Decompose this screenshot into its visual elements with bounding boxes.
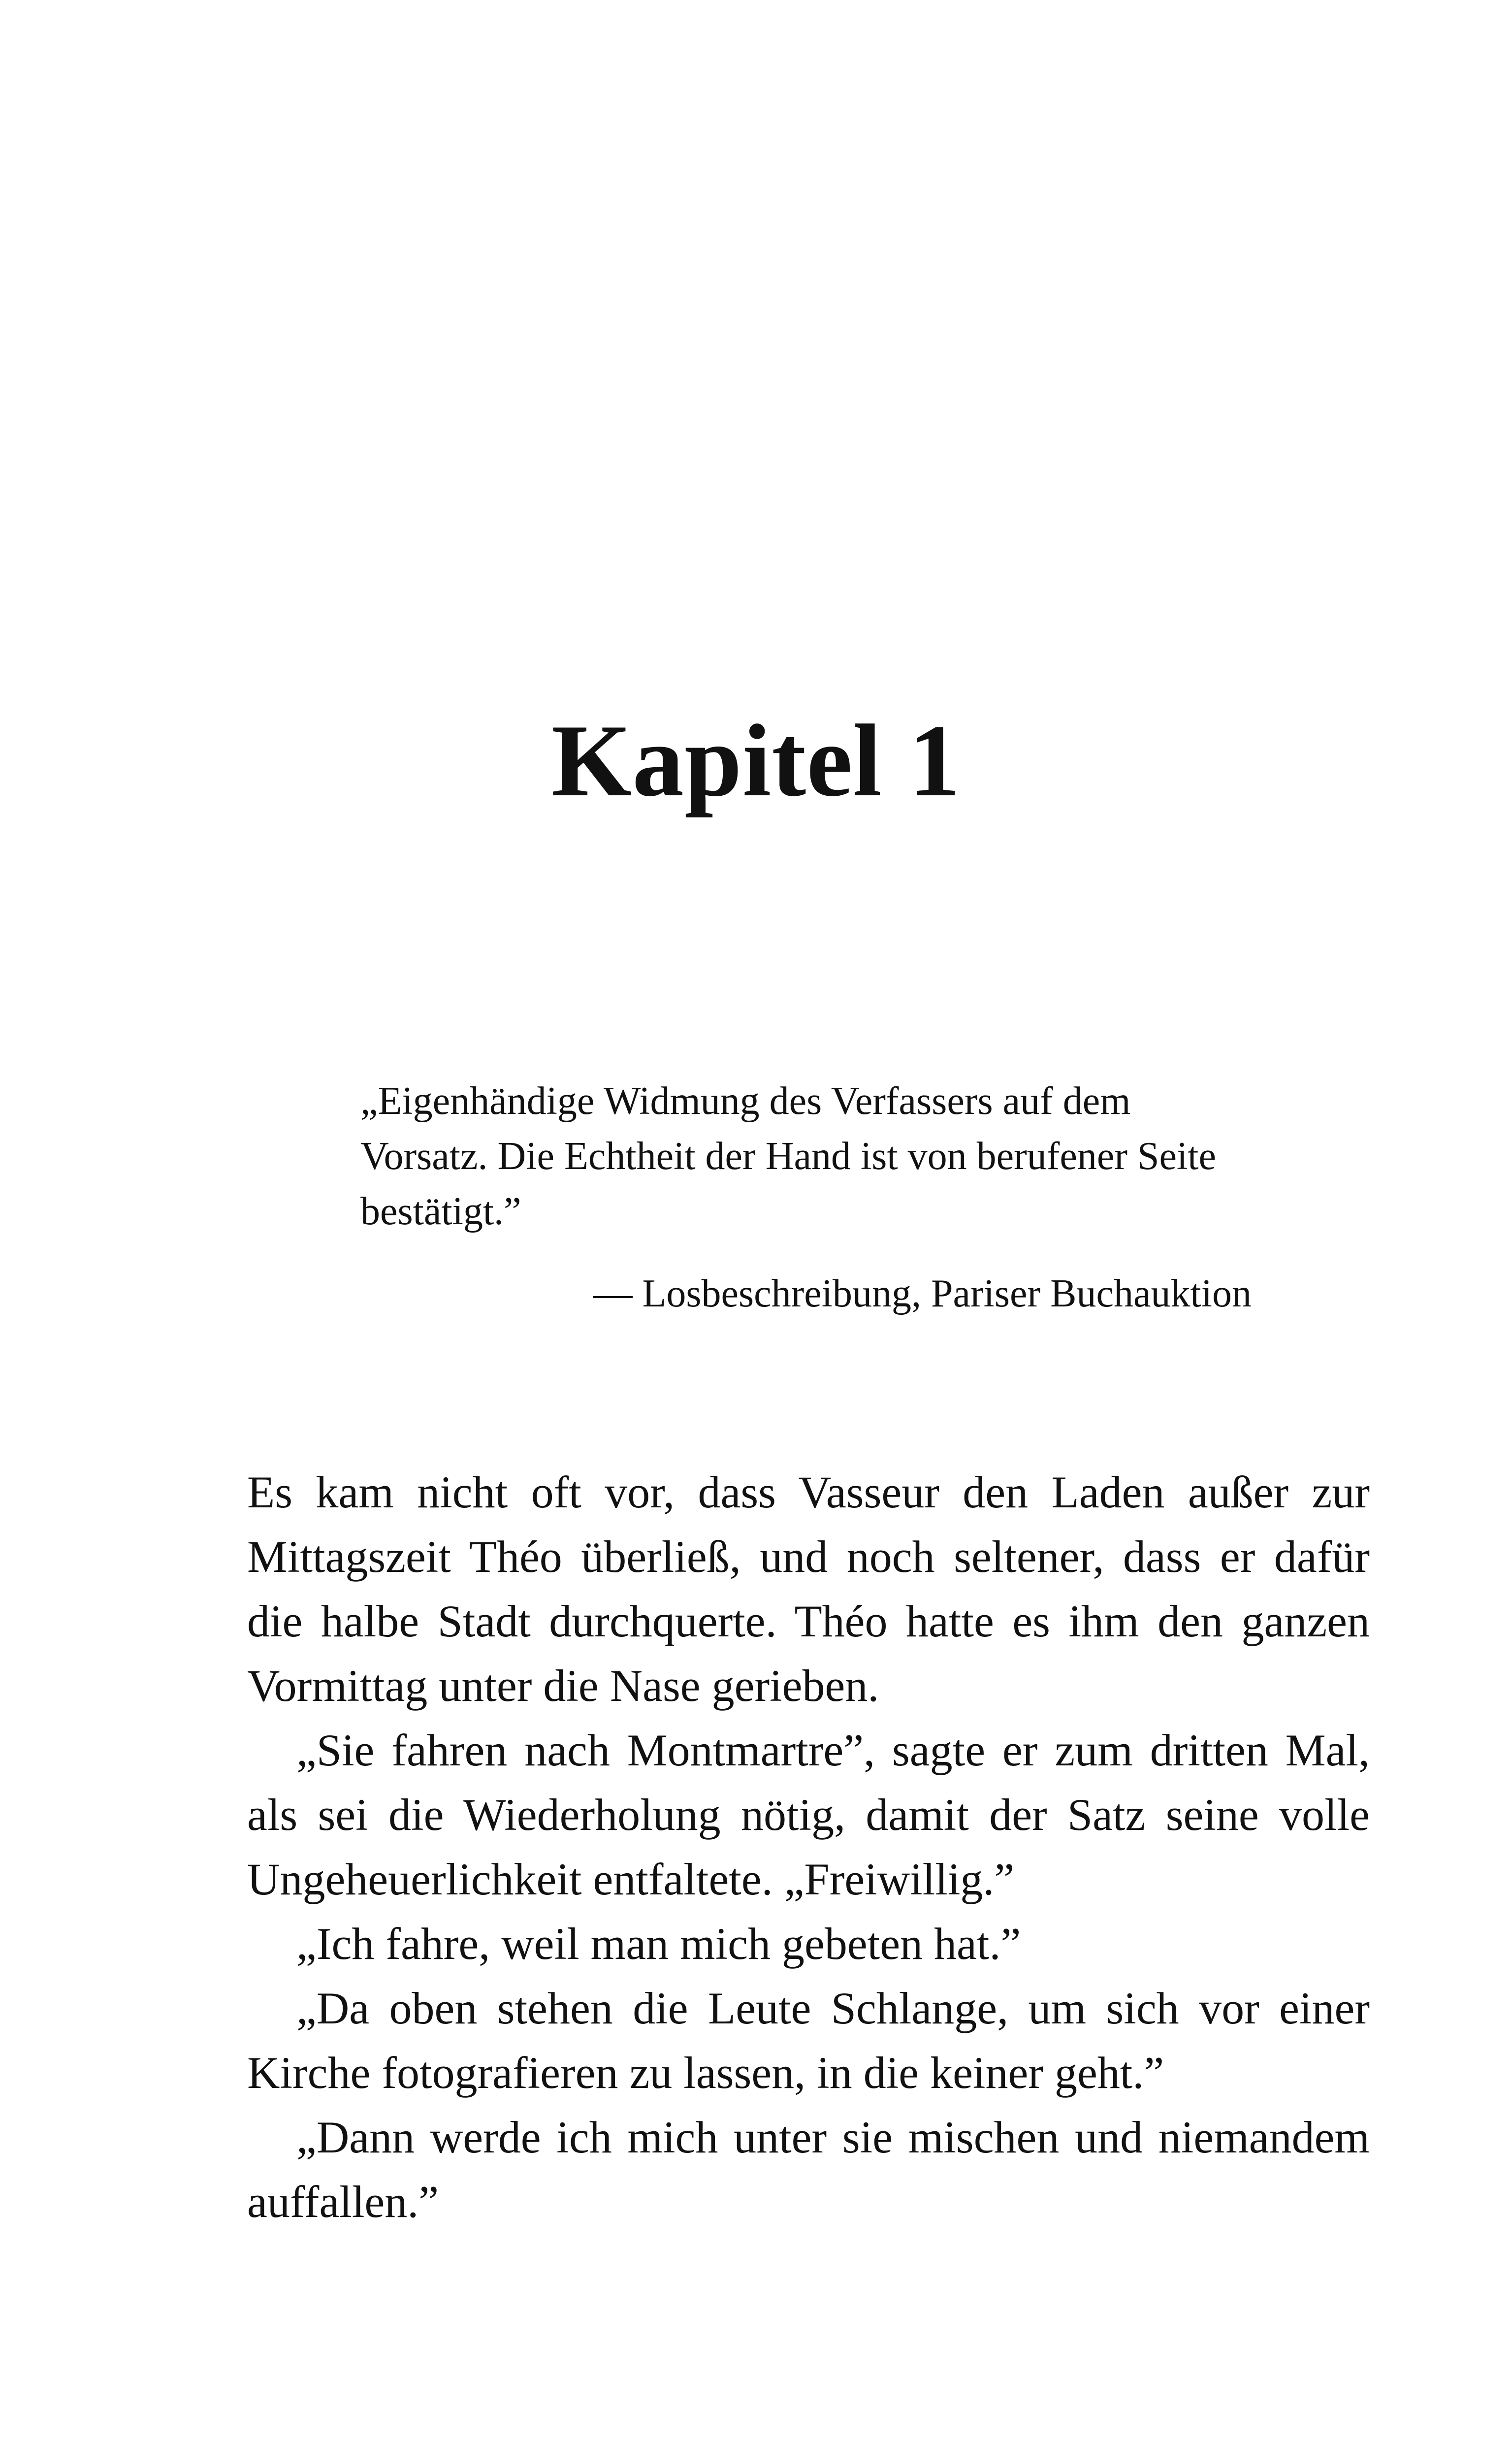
epigraph-source: — Losbeschreibung, Pariser Buchauktion [593,1272,1252,1315]
paragraph-4: „Da oben stehen die Leute Schlange, um sich vor einer Kirche fotografieren zu lassen, in die keiner geht.” [247,1983,1370,2098]
paragraph-2: „Sie fahren nach Montmartre”, sagte er zum dritten Mal, als sei die Wiederholung nötig, damit der Satz seine volle Ungeheuerlichkeit entfaltete. „Freiwillig.” [247,1725,1370,1904]
chapter-body [247,1460,1370,2234]
epigraph-quote: „Eigenhändige Widmung des Verfassers auf dem Vorsatz. Die Echtheit der Hand ist von berufener Seite bestätigt.” [360,1079,1216,1233]
paragraph-1: Es kam nicht oft vor, dass Vasseur den Laden außer zur Mittagszeit Théo überließ, und noch seltener, dass er dafür die halbe Stadt durchquerte. Théo hatte es ihm den ganzen Vormittag unter die Nase gerieben. [247,1467,1370,1711]
paragraph-5: „Dann werde ich mich unter sie mischen und niemandem auffallen.” [247,2112,1370,2227]
paragraph-3: „Ich fahre, weil man mich gebeten hat.” [296,1919,1021,1969]
chapter-title: Kapitel 1 [551,704,961,818]
epigraph [360,1074,1252,1321]
